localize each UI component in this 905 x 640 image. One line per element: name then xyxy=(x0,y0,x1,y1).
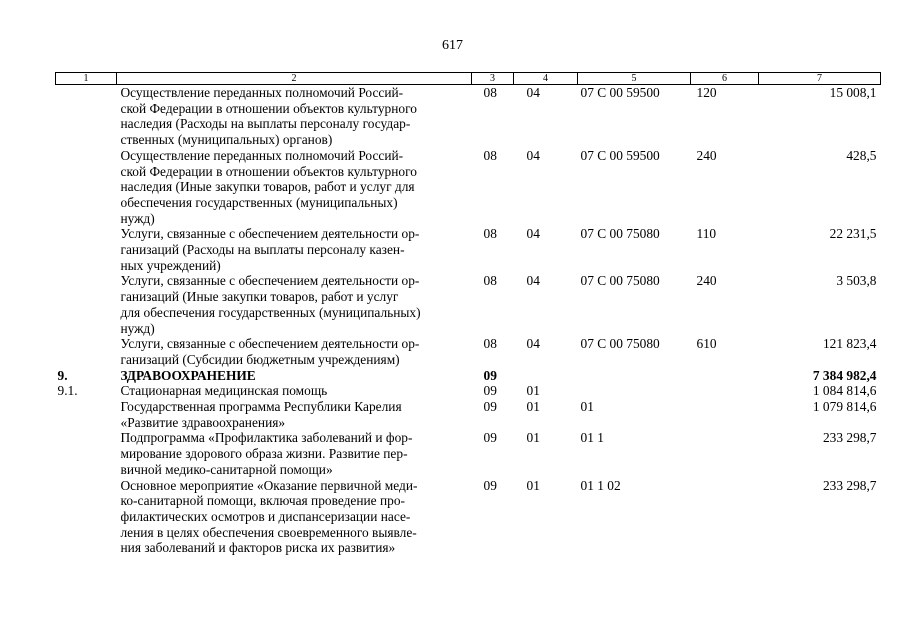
row-amount: 233 298,7 xyxy=(822,477,877,493)
table-row xyxy=(56,226,881,273)
table-row xyxy=(56,273,881,336)
row-subsection-code: 04 xyxy=(526,85,540,100)
row-target-article xyxy=(578,368,691,384)
table-row xyxy=(56,383,881,399)
row-amount: 1 079 814,6 xyxy=(812,399,877,415)
row-number xyxy=(56,148,117,227)
header-cell: 5 xyxy=(578,73,691,85)
header-cell: 2 xyxy=(117,73,472,85)
row-subsection-code: 04 xyxy=(526,273,540,289)
row-section-code: 09 xyxy=(483,477,497,493)
page-number: 617 xyxy=(442,38,463,53)
row-subsection-code: 04 xyxy=(526,336,540,352)
row-subsection-code: 04 xyxy=(526,226,540,242)
row-target-article xyxy=(578,383,691,399)
table-row xyxy=(56,85,881,148)
row-section-code: 08 xyxy=(483,147,497,163)
row-description: Стационарная медицинская помощь xyxy=(120,383,328,399)
row-section-code: 09 xyxy=(483,367,497,383)
row-subsection-code: 04 xyxy=(526,147,540,163)
row-expense-type: 240 xyxy=(696,147,717,163)
row-number xyxy=(56,336,117,367)
header-cell: 7 xyxy=(759,73,881,85)
header-cell: 3 xyxy=(472,73,514,85)
row-description: Услуги, связанные с обеспечением деятельности ор- ганизаций (Расходы на выплаты персоналу казен- ных учреждений) xyxy=(120,226,420,273)
row-description: Осуществление переданных полномочий Россий- ской Федерации в отношении объектов культурного наследия (Расходы на выплаты персоналу государ- ственных (муниципальных) органов) xyxy=(120,85,417,148)
header-cell: 1 xyxy=(56,73,117,85)
row-target-article: 07 С 00 75080 xyxy=(580,273,660,289)
row-amount: 428,5 xyxy=(846,147,877,163)
row-section-code: 08 xyxy=(483,85,497,100)
table-body xyxy=(56,85,881,557)
row-target-article: 07 С 00 75080 xyxy=(580,226,660,242)
row-amount: 15 008,1 xyxy=(829,85,877,100)
row-expense-type xyxy=(691,399,759,430)
row-target-article: 01 1 xyxy=(580,430,604,446)
row-description: Подпрограмма «Профилактика заболеваний и фор- мирование здорового образа жизни. Развитие пер- вичной медико-санитарной помощи» xyxy=(120,430,413,477)
row-target-article: 01 1 02 xyxy=(580,477,621,493)
row-section-code: 08 xyxy=(483,273,497,289)
row-number xyxy=(56,430,117,477)
row-description: Услуги, связанные с обеспечением деятельности ор- ганизаций (Субсидии бюджетным учреждениям) xyxy=(120,336,420,367)
row-subsection-code: 01 xyxy=(526,430,540,446)
row-description: Основное мероприятие «Оказание первичной меди- ко-санитарной помощи, включая проведение про- филактических осмотров и диспансеризации насе- ления в целях обеспечения своевременного выявле- ния заболеваний и факторов риска их развития» xyxy=(120,477,418,556)
row-expense-type xyxy=(691,383,759,399)
row-number: 9.1. xyxy=(57,383,78,399)
row-amount: 22 231,5 xyxy=(829,226,877,242)
row-number: 9. xyxy=(57,367,68,383)
table-row xyxy=(56,430,881,477)
table-header xyxy=(56,73,881,85)
row-number xyxy=(56,226,117,273)
row-amount: 121 823,4 xyxy=(822,336,877,352)
header-cell: 6 xyxy=(691,73,759,85)
row-number xyxy=(56,478,117,557)
table-row xyxy=(56,368,881,384)
row-expense-type: 110 xyxy=(696,226,717,242)
row-number xyxy=(56,399,117,430)
row-number xyxy=(56,273,117,336)
budget-table xyxy=(55,72,881,556)
row-expense-type: 610 xyxy=(696,336,717,352)
row-number xyxy=(56,85,117,148)
row-expense-type: 240 xyxy=(696,273,717,289)
row-section-code: 09 xyxy=(483,399,497,415)
table-row xyxy=(56,336,881,367)
row-description: Осуществление переданных полномочий Россий- ской Федерации в отношении объектов культурного наследия (Иные закупки товаров, работ и услуг для обеспечения государственных (муниципальных) нужд) xyxy=(120,147,417,226)
row-target-article: 07 С 00 59500 xyxy=(580,147,660,163)
row-expense-type xyxy=(691,368,759,384)
row-subsection-code: 01 xyxy=(526,383,540,399)
header-cell: 4 xyxy=(514,73,578,85)
header-row xyxy=(56,73,881,85)
row-expense-type: 120 xyxy=(696,85,717,100)
row-section-code: 08 xyxy=(483,226,497,242)
row-section-code: 09 xyxy=(483,430,497,446)
row-expense-type xyxy=(691,430,759,477)
row-amount: 1 084 814,6 xyxy=(812,383,877,399)
row-amount: 7 384 982,4 xyxy=(812,367,877,383)
table-row xyxy=(56,148,881,227)
row-amount: 233 298,7 xyxy=(822,430,877,446)
row-description: ЗДРАВООХРАНЕНИЕ xyxy=(120,367,256,383)
row-subsection-code: 01 xyxy=(526,399,540,415)
row-description: Государственная программа Республики Карелия «Развитие здравоохранения» xyxy=(120,399,402,430)
row-subsection-code xyxy=(514,368,578,384)
row-target-article: 07 С 00 75080 xyxy=(580,336,660,352)
row-expense-type xyxy=(691,478,759,557)
row-target-article: 07 С 00 59500 xyxy=(580,85,660,100)
row-description: Услуги, связанные с обеспечением деятельности ор- ганизаций (Иные закупки товаров, работ и услуг для обеспечения государственных (муниципальных) нужд) xyxy=(120,273,421,336)
row-target-article: 01 xyxy=(580,399,594,415)
row-section-code: 08 xyxy=(483,336,497,352)
table-row xyxy=(56,478,881,557)
row-amount: 3 503,8 xyxy=(836,273,877,289)
row-section-code: 09 xyxy=(483,383,497,399)
row-subsection-code: 01 xyxy=(526,477,540,493)
table-row xyxy=(56,399,881,430)
